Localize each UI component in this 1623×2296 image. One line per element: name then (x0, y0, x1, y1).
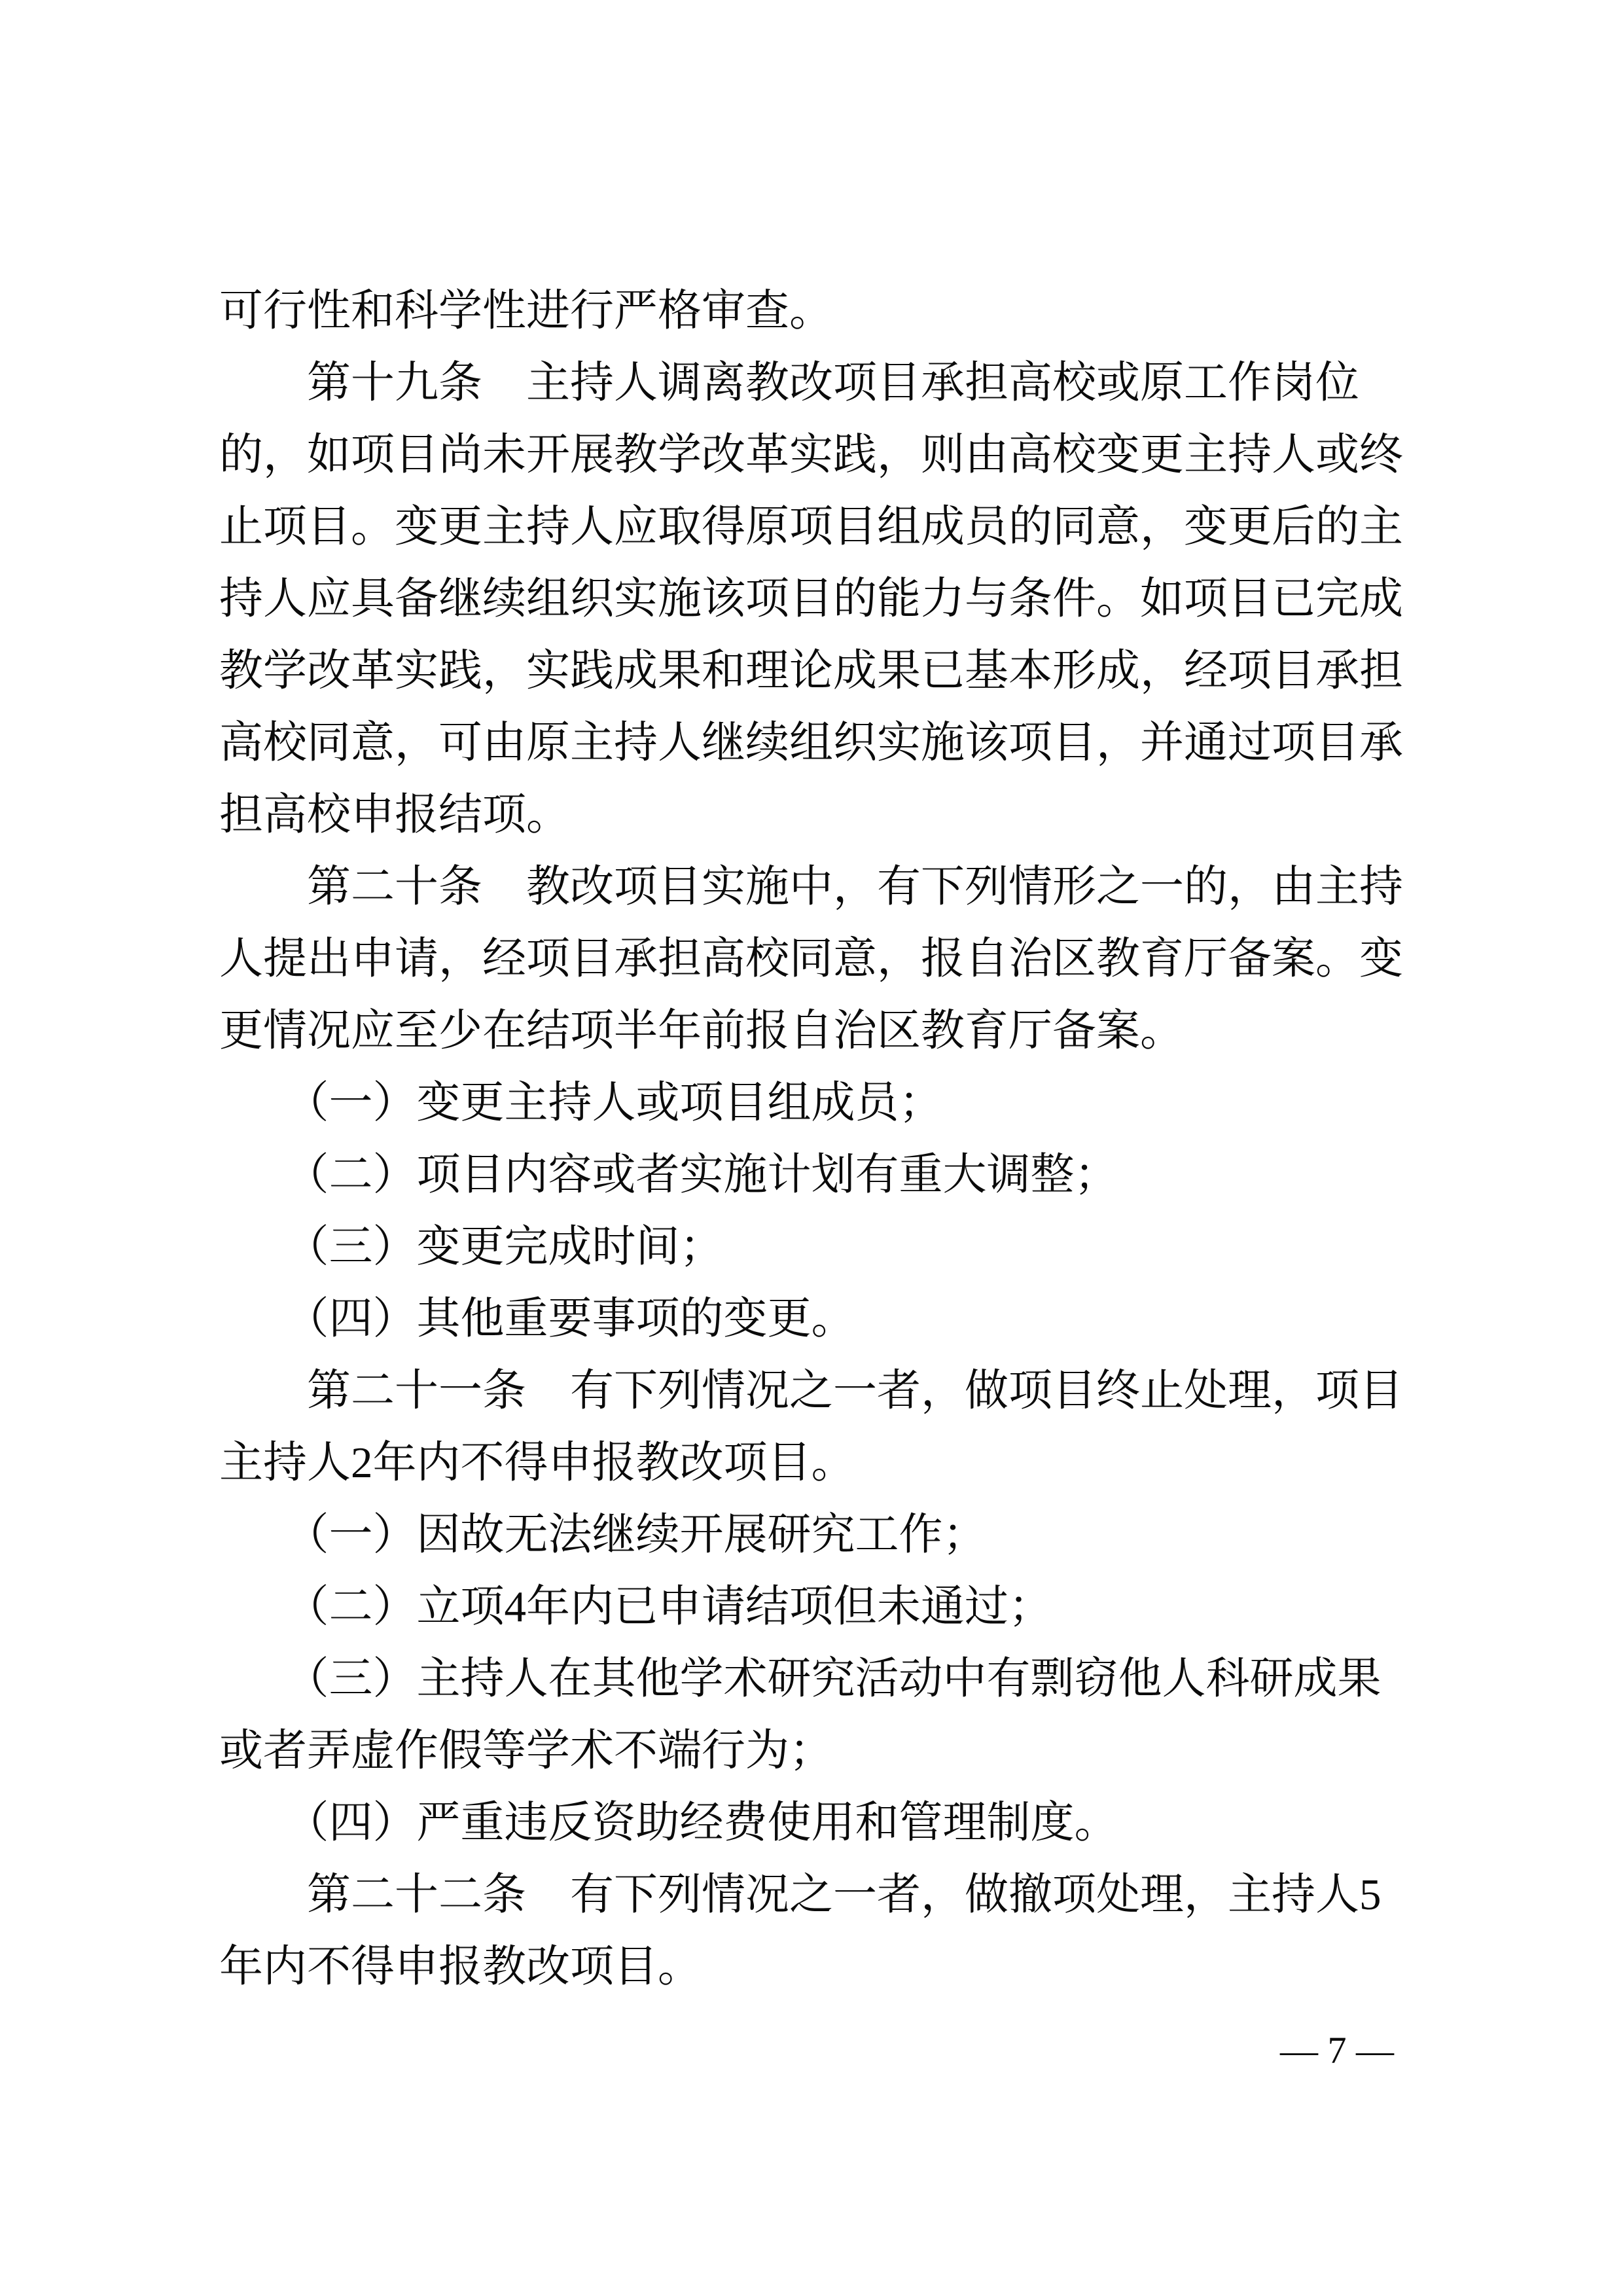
text-line: 主持人2年内不得申报教改项目。 (219, 1439, 855, 1487)
text-line: 可行性和科学性进行严格审查。 (219, 287, 833, 335)
text-line: （三）变更完成时间； (219, 1223, 724, 1271)
text-line: 持人应具备继续组织实施该项目的能力与条件。如项目已完成 (219, 575, 1403, 623)
text-line: 第二十条 教改项目实施中，有下列情形之一的，由主持 (219, 863, 1403, 911)
text-line: 人提出申请，经项目承担高校同意，报自治区教育厅备案。变 (219, 935, 1403, 983)
text-line: 第二十一条 有下列情况之一者，做项目终止处理，项目 (219, 1367, 1403, 1415)
text-line: 教学改革实践，实践成果和理论成果已基本形成，经项目承担 (219, 647, 1403, 695)
text-line: 的，如项目尚未开展教学改革实践，则由高校变更主持人或终 (219, 431, 1403, 479)
text-line: 第二十二条 有下列情况之一者，做撤项处理，主持人5 (219, 1871, 1382, 1919)
text-line: 更情况应至少在结项半年前报自治区教育厅备案。 (219, 1007, 1184, 1055)
text-line: （一）因故无法继续开展研究工作； (219, 1511, 987, 1559)
text-line: （二）项目内容或者实施计划有重大调整； (219, 1151, 1118, 1199)
text-line: 高校同意，可由原主持人继续组织实施该项目，并通过项目承 (219, 719, 1403, 767)
text-line: （四）其他重要事项的变更。 (219, 1295, 855, 1343)
text-line: 止项目。变更主持人应取得原项目组成员的同意，变更后的主 (219, 503, 1403, 551)
text-line: （四）严重违反资助经费使用和管理制度。 (219, 1799, 1118, 1847)
text-block (219, 275, 1450, 2003)
text-line: 担高校申报结项。 (219, 791, 570, 839)
text-line: 或者弄虚作假等学术不端行为； (219, 1727, 833, 1775)
text-line: （二）立项4年内已申请结项但未通过； (219, 1583, 1052, 1631)
text-line: （三）主持人在其他学术研究活动中有剽窃他人科研成果 (219, 1655, 1382, 1703)
page-number: — 7 — (1280, 2029, 1394, 2072)
text-line: 年内不得申报教改项目。 (219, 1943, 702, 1991)
text-line: （一）变更主持人或项目组成员； (219, 1079, 943, 1127)
text-line: 第十九条 主持人调离教改项目承担高校或原工作岗位 (219, 359, 1359, 407)
